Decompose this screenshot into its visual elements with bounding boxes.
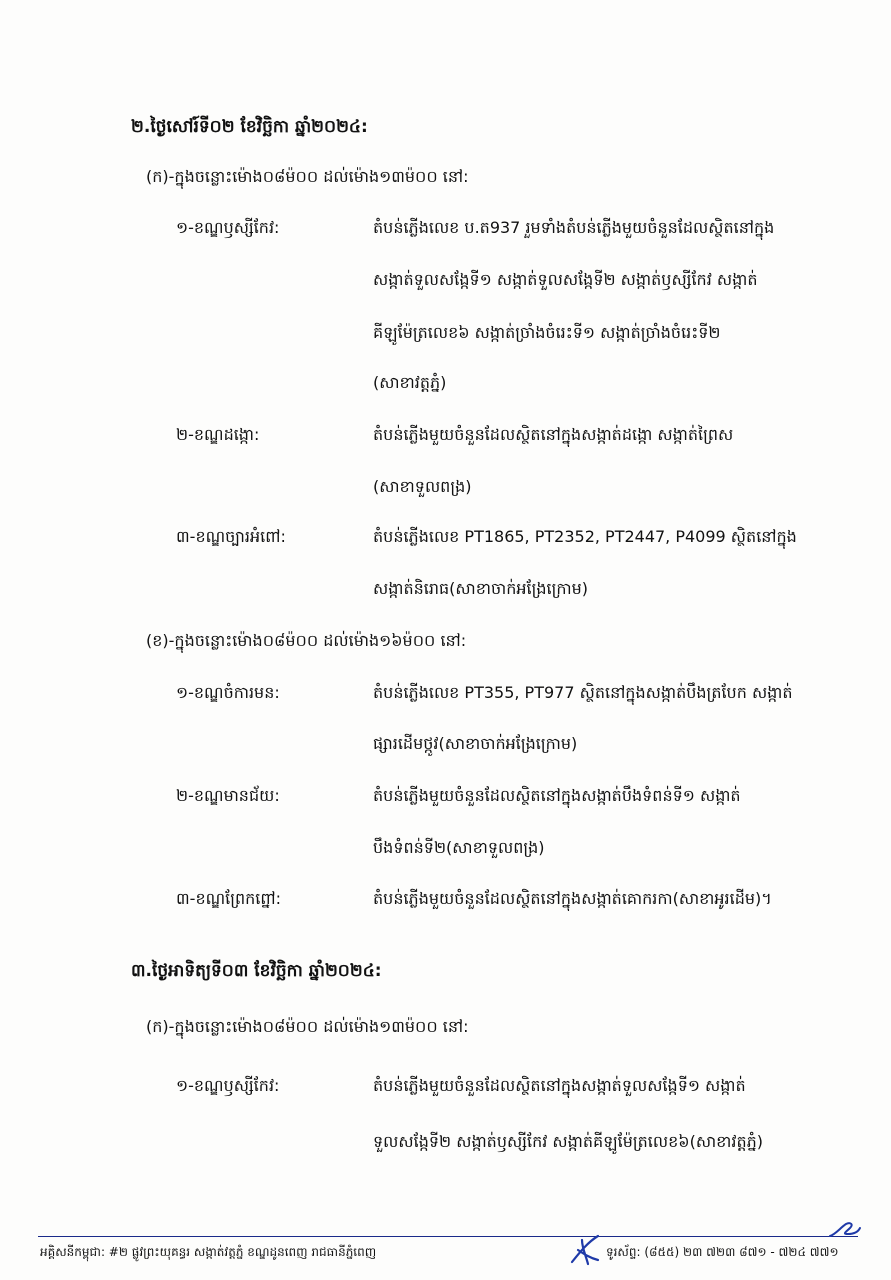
description-line: (សាខាវត្តភ្នំ) xyxy=(373,373,447,392)
description-line: គីឡូម៉ែត្រលេខ៦ សង្កាត់ច្រាំងចំរេះទី១ សង្កាត់ច្រាំងចំរេះទី២ xyxy=(373,323,721,342)
footer-address: អគ្គិសនីកម្ពុជា: #២ ផ្លូវព្រះយុគន្ធរ សង្កាត់វត្តភ្នំ ខណ្ឌដូនពេញ រាជធានីភ្នំពេញ xyxy=(40,1245,377,1259)
district-label: ១-ខណ្ឌឫស្សីកែវ: xyxy=(176,1076,280,1095)
district-label: ៣-ខណ្ឌច្បារអំពៅ: xyxy=(176,527,286,546)
description-line: តំបន់ភ្លើងមួយចំនួនដែលស្ថិតនៅក្នុងសង្កាត់ទួលសង្កែទី១ សង្កាត់ xyxy=(373,1076,746,1095)
footer-emblem-icon xyxy=(568,1232,604,1268)
day-2-section-a-title: (ក)-ក្នុងចន្លោះម៉ោង០៨ម៉០០ ដល់ម៉ោង១៣ម៉០០ នៅ: xyxy=(146,167,469,186)
description-line: សង្កាត់ទួលសង្កែទី១ សង្កាត់ទួលសង្កែទី២ សង្កាត់ឫស្សីកែវ សង្កាត់ xyxy=(373,270,758,289)
description-line: តំបន់ភ្លើងមួយចំនួនដែលស្ថិតនៅក្នុងសង្កាត់ដង្កោ សង្កាត់ព្រៃស xyxy=(373,425,734,444)
description-line: តំបន់ភ្លើងលេខ PT355, PT977 ស្ថិតនៅក្នុងសង្កាត់បឹងត្របែក សង្កាត់ xyxy=(373,683,793,702)
district-label: ២-ខណ្ឌដង្កោ: xyxy=(176,425,260,444)
description-line: ផ្សារដើមថ្កូវ(សាខាចាក់អង្រែក្រោម) xyxy=(373,734,578,753)
day-2-section-b-title: (ខ)-ក្នុងចន្លោះម៉ោង០៨ម៉០០ ដល់ម៉ោង១៦ម៉០០ នៅ: xyxy=(146,631,467,650)
day-3-title: ៣.ថ្ងៃអាទិត្យទី០៣ ខែវិច្ឆិកា ឆ្នាំ២០២៤: xyxy=(131,961,382,981)
district-label: ២-ខណ្ឌមានជ័យ: xyxy=(176,786,280,805)
description-line: បឹងទំពន់ទី២(សាខាទួលពង្រ) xyxy=(373,838,545,857)
description-line: ទួលសង្កែទី២ សង្កាត់ឫស្សីកែវ សង្កាត់គីឡូម៉ែត្រលេខ៦(សាខាវត្តភ្នំ) xyxy=(373,1132,763,1151)
description-line: សង្កាត់និរោធ(សាខាចាក់អង្រែក្រោម) xyxy=(373,579,588,598)
district-label: ១-ខណ្ឌចំការមន: xyxy=(176,683,280,702)
district-label: ៣-ខណ្ឌព្រែកព្នៅ: xyxy=(176,889,281,908)
description-line: (សាខាទួលពង្រ) xyxy=(373,477,472,496)
description-line: តំបន់ភ្លើងមួយចំនួនដែលស្ថិតនៅក្នុងសង្កាត់បឹងទំពន់ទី១ សង្កាត់ xyxy=(373,786,741,805)
district-label: ១-ខណ្ឌឫស្សីកែវ: xyxy=(176,218,280,237)
description-line: តំបន់ភ្លើងលេខ PT1865, PT2352, PT2447, P4099 ស្ថិតនៅក្នុង xyxy=(373,527,797,546)
signature-icon xyxy=(828,1218,862,1242)
description-line: តំបន់ភ្លើងលេខ ប.ត937 រួមទាំងតំបន់ភ្លើងមួយចំនួនដែលស្ថិតនៅក្នុង xyxy=(373,218,775,237)
footer-rule xyxy=(38,1236,858,1237)
day-3-section-a-title: (ក)-ក្នុងចន្លោះម៉ោង០៨ម៉០០ ដល់ម៉ោង១៣ម៉០០ នៅ: xyxy=(146,1017,469,1036)
day-2-title: ២.ថ្ងៃសៅរ៍ទី០២ ខែវិច្ឆិកា ឆ្នាំ២០២៤: xyxy=(131,117,368,137)
description-line: តំបន់ភ្លើងមួយចំនួនដែលស្ថិតនៅក្នុងសង្កាត់គោករកា(សាខាអូរដើម)។ xyxy=(373,889,772,908)
footer-phone: ទូរស័ព្ទ: (៨៥៥) ២៣ ៧២៣ ៨៧១ - ៧២៤ ៧៧១ xyxy=(606,1245,839,1259)
